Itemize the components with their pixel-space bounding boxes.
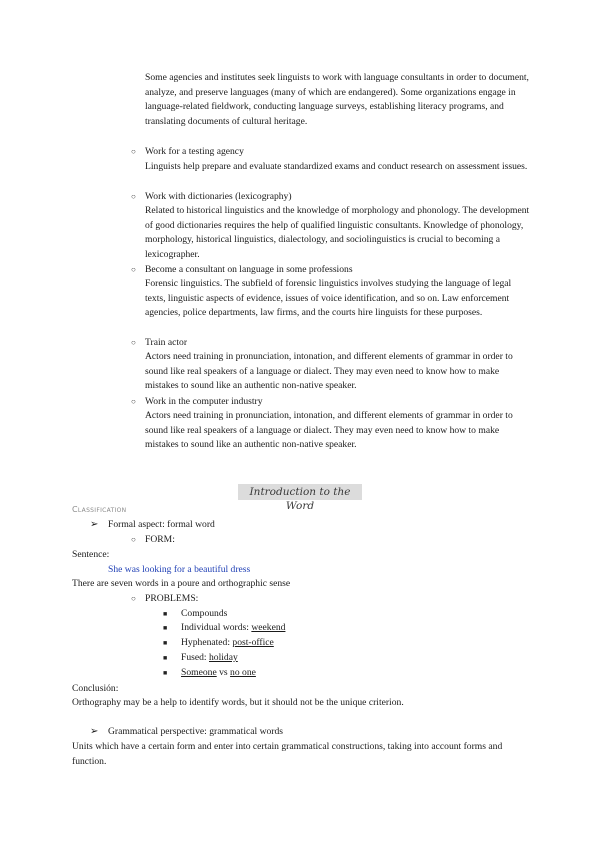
square-bullet-icon: ■ [163, 639, 168, 647]
problem-someone [181, 666, 256, 681]
career-body-consultant: Forensic linguistics. The subfield of forensic linguistics involves studying the language of legal texts, linguistic aspects of evidence, issues of voice identification, and so on. Law enforcement agencies, police departments, law firms, and the courts hire linguists for these purposes. [145, 278, 512, 319]
form-label: FORM: [145, 534, 175, 545]
career-title-lexicography: Work with dictionaries (lexicography) [145, 191, 292, 202]
problem-compounds: Compounds [181, 608, 228, 619]
career-title-train-actor: Train actor [145, 337, 188, 348]
career-title-consultant: Become a consultant on language in some professions [145, 264, 353, 275]
problem-someone-word: Someone [181, 667, 217, 678]
bullet-circle-icon: ○ [131, 192, 136, 201]
career-body-testing: Linguists help prepare and evaluate standardized exams and conduct research on assessment issues. [145, 161, 528, 172]
career-body-train-actor: Actors need training in pronunciation, intonation, and different elements of grammar in order to sound like real speakers of a language or dialect. They may even need to know how to make mistakes to sound like an authentic non-native speaker. [145, 351, 513, 392]
bullet-circle-icon: ○ [131, 535, 136, 544]
bullet-circle-icon: ○ [131, 594, 136, 603]
career-title-computer: Work in the computer industry [145, 396, 263, 407]
section-label: Classification [72, 505, 127, 514]
problem-fused-example: holiday [209, 652, 238, 663]
section-title: Introduction to the Word [249, 486, 351, 512]
sentence-label: Sentence: [72, 549, 110, 560]
square-bullet-icon: ■ [163, 654, 168, 662]
problem-individual-label: Individual words: [181, 622, 252, 633]
career-title-testing: Work for a testing agency [145, 146, 244, 157]
problems-label: PROBLEMS: [145, 593, 199, 604]
seven-words-text: There are seven words in a poure and orthographic sense [72, 578, 291, 589]
problem-hyphenated-label: Hyphenated: [181, 637, 233, 648]
problem-no-one-word: no one [230, 667, 256, 678]
intro-paragraph: Some agencies and institutes seek linguists to work with language consultants in order to document, analyze, and preserve languages (many of which are endangered). Some organizations engage in language-related fieldwork, conducting language surveys, establishing literacy programs, and translating documents of cultural heritage. [145, 72, 529, 127]
problem-fused-label: Fused: [181, 652, 209, 663]
conclusion-text: Orthography may be a help to identify words, but it should not be the unique criterion. [72, 697, 404, 708]
problem-individual [181, 621, 285, 636]
example-sentence: She was looking for a beautiful dress [108, 564, 251, 575]
bullet-circle-icon: ○ [131, 338, 136, 347]
arrow-bullet-icon: ➢ [90, 519, 99, 530]
bullet-circle-icon: ○ [131, 397, 136, 406]
career-body-lexicography: Related to historical linguistics and the knowledge of morphology and phonology. The development of good dictionaries requires the help of qualified linguistic consultants. Knowledge of phonology, morphology, historical linguistics, dialectology, and sociolinguistics is crucial to becoming a lexicographer. [145, 205, 530, 260]
bullet-circle-icon: ○ [131, 147, 136, 156]
conclusion-label: Conclusión: [72, 683, 119, 694]
career-body-computer: Actors need training in pronunciation, intonation, and different elements of grammar in order to sound like real speakers of a language or dialect. They may even need to know how to make mistakes to sound like an authentic non-native speaker. [145, 410, 513, 451]
bullet-circle-icon: ○ [131, 265, 136, 274]
problem-vs: vs [216, 667, 231, 678]
problem-individual-example: weekend [251, 622, 286, 633]
square-bullet-icon: ■ [163, 624, 168, 632]
square-bullet-icon: ■ [163, 669, 168, 677]
problem-hyphenated [181, 636, 274, 651]
formal-aspect: Formal aspect: formal word [108, 519, 215, 530]
arrow-bullet-icon: ➢ [90, 726, 99, 737]
problem-fused [181, 651, 238, 666]
units-text: Units which have a certain form and enter into certain grammatical constructions, taking into account forms and function. [72, 741, 503, 767]
square-bullet-icon: ■ [163, 610, 168, 618]
problem-hyphenated-example: post-office [232, 637, 274, 648]
grammatical-perspective: Grammatical perspective: grammatical words [108, 726, 284, 737]
